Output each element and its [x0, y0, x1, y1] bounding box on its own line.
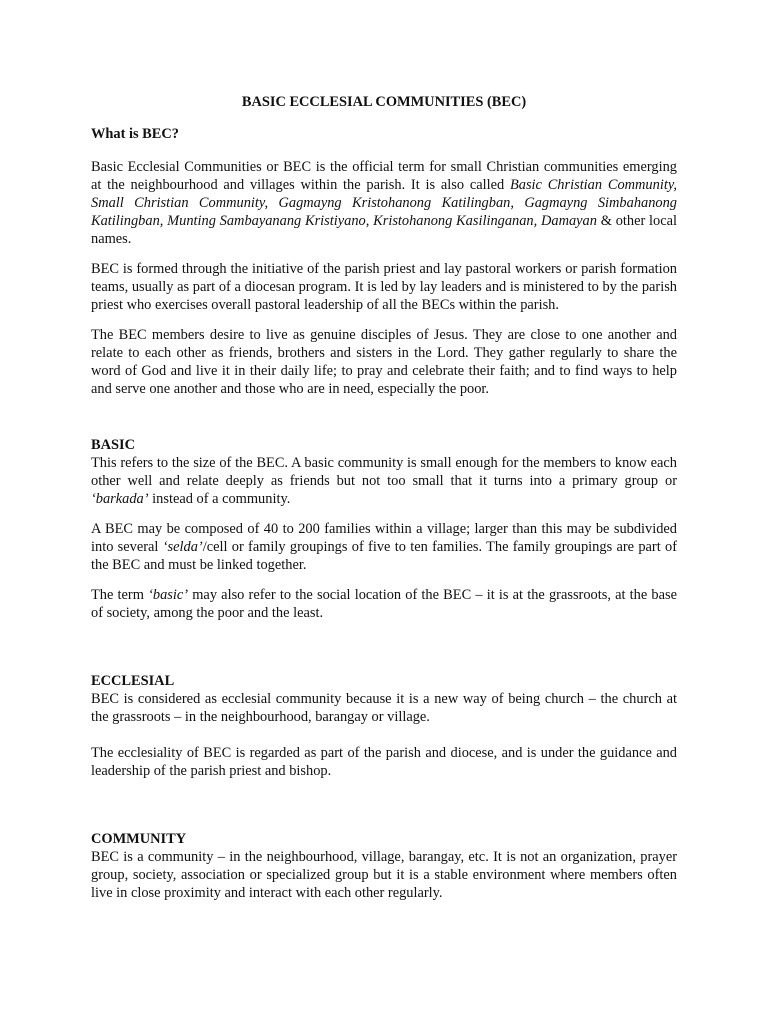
italic-basic-term: ‘basic’: [148, 587, 189, 603]
section-heading-basic: BASIC: [91, 437, 135, 453]
section-heading-community: COMMUNITY: [91, 831, 187, 847]
paragraph-ecclesiality: The ecclesiality of BEC is regarded as part of the parish and diocese, and is under the guidance and leadership of the parish priest and bishop.: [91, 745, 677, 779]
italic-selda: ‘selda’: [162, 539, 203, 555]
paragraph-text: This refers to the size of the BEC. A basic community is small enough for the members to know each other well and relate deeply as friends but not too small that it turns into a primary group or: [91, 455, 677, 489]
document-page: [91, 93, 677, 902]
paragraph-text: may also refer to the social location of the BEC – it is at the grassroots, at the base of society, among the poor and the least.: [91, 587, 677, 621]
paragraph-bec-definition: [91, 158, 677, 248]
paragraph-bec-formation: BEC is formed through the initiative of the parish priest and lay pastoral workers or parish formation teams, usually as part of a diocesan program. It is led by lay leaders and is ministered to by the parish priest who exercises overall pastoral leadership of all the BECs within the parish.: [91, 261, 677, 313]
paragraph-text: A BEC may be composed of 40 to 200 families within a village; larger than this may be subdivided into several: [91, 521, 677, 555]
document-title: BASIC ECCLESIAL COMMUNITIES (BEC): [241, 94, 527, 110]
paragraph-basic-size: [91, 454, 677, 508]
italic-barkada: ‘barkada’: [91, 491, 149, 507]
paragraph-text: instead of a community.: [148, 491, 291, 507]
paragraph-basic-families: [91, 520, 677, 574]
paragraph-text: & other local names.: [91, 213, 678, 247]
paragraph-text: Basic Ecclesial Communities or BEC is the official term for small Christian communities emerging at the neighbourhood and villages within the parish. It is also called: [91, 159, 677, 193]
paragraph-basic-term: [91, 586, 677, 622]
paragraph-text: /cell or family groupings of five to ten families. The family groupings are part of the BEC and must be linked together.: [91, 539, 677, 573]
paragraph-community-definition: BEC is a community – in the neighbourhood, village, barangay, etc. It is not an organization, prayer group, society, association or specialized group but it is a stable environment where members often live in close proximity and interact with each other regularly.: [91, 849, 677, 901]
italic-community-names: Basic Christian Community, Small Christian Community, Gagmayng Kristohanong Katilingban, Gagmayng Simbahanong Katilingban, Munting Sambayanang Kristiyano, Kristohanong Kasilinganan, Damayan: [91, 177, 678, 229]
paragraph-ecclesial-definition: BEC is considered as ecclesial community because it is a new way of being church – the church at the grassroots – in the neighbourhood, barangay or village.: [91, 691, 677, 725]
section-heading-what-is-bec: What is BEC?: [91, 126, 179, 142]
section-heading-ecclesial: ECCLESIAL: [91, 673, 175, 689]
paragraph-bec-members: The BEC members desire to live as genuine disciples of Jesus. They are close to one another and relate to each other as friends, brothers and sisters in the Lord. They gather regularly to share the word of God and live it in their daily life; to pray and celebrate their faith; and to find ways to help and serve one another and those who are in need, especially the poor.: [91, 327, 677, 397]
paragraph-text: The term: [91, 587, 149, 603]
